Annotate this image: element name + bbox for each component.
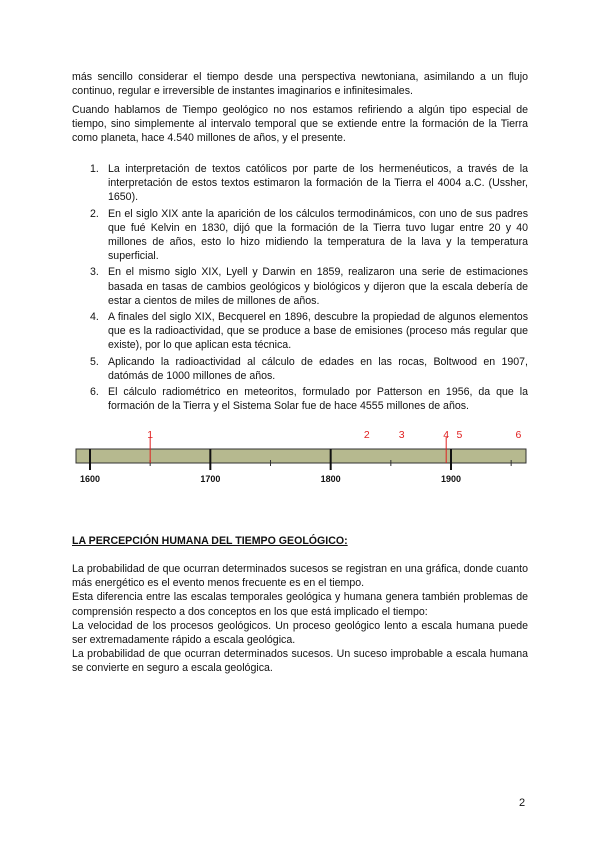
timeline-marker-label: 5 (456, 429, 463, 441)
event-text: A finales del siglo XIX, Becquerel en 1896, descubre la propiedad de algunos elementos que es la radioactividad, que se produce a base de emisiones (proceso más regular que existe), por lo que aplican esta técnica. (108, 311, 528, 352)
section-paragraph: Esta diferencia entre las escalas temporales geológica y humana genera también problemas de comprensión respecto a dos conceptos en los que está implicado el tiempo: (72, 591, 528, 618)
event-text: El cálculo radiométrico en meteoritos, formulado por Patterson en 1956, da que la formación de la Tierra y el Sistema Solar fue de hace 4555 millones de años. (108, 386, 528, 413)
intro-paragraph-2: Cuando hablamos de Tiempo geológico no nos estamos refiriendo a algún tipo especial de tiempo, sino simplemente al intervalo temporal que se extiende entre la formación de la Tierra como planeta, hace 4.540 millones de años, y el presente. (72, 104, 528, 145)
timeline-marker-label: 4 (443, 429, 450, 441)
event-text: En el siglo XIX ante la aparición de los cálculos termodinámicos, con uno de sus padres que fué Kelvin en 1830, dijó que la formación de la Tierra tuvo lugar entre 20 y 40 millones de años, esto lo hizo midiendo la temperatura de la lava y la temperatura superficial. (108, 207, 528, 263)
section-body (72, 562, 528, 676)
timeline-marker-label: 2 (363, 429, 370, 441)
section-paragraph: La probabilidad de que ocurran determinados sucesos. Un suceso improbable a escala humana se convierte en seguro a escala geológica. (72, 648, 528, 675)
timeline-marker-label: 3 (398, 429, 405, 441)
page-number: 2 (519, 797, 526, 809)
timeline-tick-label: 1900 (440, 474, 462, 484)
timeline-marker-label: 1 (147, 429, 154, 441)
event-text: En el mismo siglo XIX, Lyell y Darwin en 1859, realizaron una serie de estimaciones basada en tasas de cambios geológicos y biológicos y dijeron que la escala debería de estar a cientos de miles de millones de años. (108, 266, 528, 307)
intro-paragraph-1: más sencillo considerar el tiempo desde una perspectiva newtoniana, asimilando a un flujo continuo, regular e irreversible de instantes imaginarios e infinitesimales. (72, 71, 528, 98)
event-number: 6. (90, 386, 99, 399)
timeline-tick-label: 1800 (320, 474, 341, 484)
timeline-tick-label: 1600 (79, 474, 101, 484)
event-text: Aplicando la radioactividad al cálculo de edades en las rocas, Boltwood en 1907, datómás de 1000 millones de años. (108, 355, 528, 382)
timeline-chart (72, 424, 532, 490)
event-item (72, 162, 528, 205)
timeline-tick-label: 1700 (200, 474, 221, 484)
section-paragraph: La velocidad de los procesos geológicos. Un proceso geológico lento a escala humana puede ser extremadamente rápido a escala geológica. (72, 619, 528, 647)
event-number: 3. (90, 266, 99, 279)
event-item (72, 310, 528, 353)
event-item (72, 355, 528, 383)
section-heading: LA PERCEPCIÓN HUMANA DEL TIEMPO GEOLÓGICO: (72, 535, 348, 547)
event-item (72, 265, 528, 308)
event-number: 5. (90, 355, 99, 368)
timeline-marker-label: 6 (515, 429, 522, 441)
timeline-bar (76, 449, 526, 463)
section-paragraph: La probabilidad de que ocurran determinados sucesos se registran en una gráfica, donde cuanto más energético es el evento menos frecuente es en el tiempo. (72, 563, 528, 590)
event-number: 1. (90, 163, 99, 175)
event-text: La interpretación de textos católicos por parte de los hermenéuticos, a través de la interpretación de estos textos estimaron la formación de la Tierra el 4004 a.C. (Ussher, 1650). (108, 163, 528, 204)
event-item (72, 207, 528, 264)
event-number: 4. (90, 311, 99, 324)
event-item (72, 385, 528, 413)
events-list (72, 162, 528, 415)
event-number: 2. (90, 207, 99, 220)
